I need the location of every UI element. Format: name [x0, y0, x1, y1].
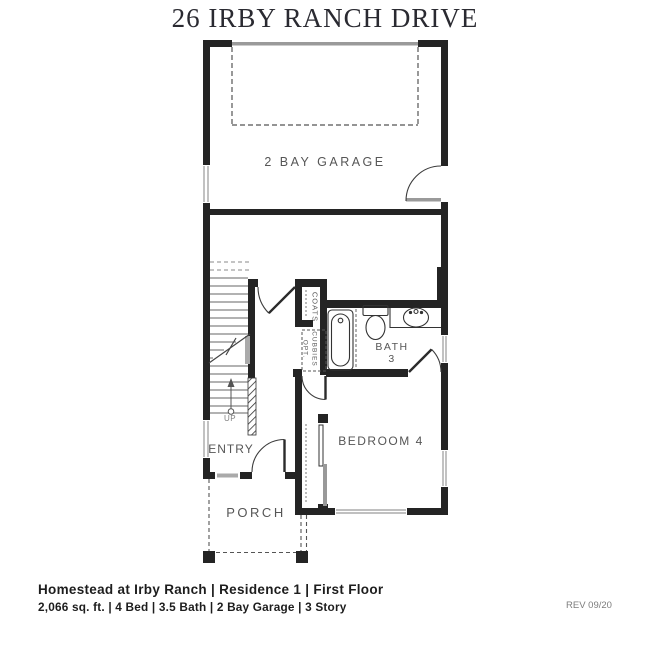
revision-note: REV 09/20	[566, 600, 612, 611]
room-label-bedroom4: BEDROOM 4	[338, 434, 424, 448]
closet-coats-label: COATS	[310, 291, 320, 323]
cubbies-opt-label: OPT.	[301, 339, 309, 359]
page-title: 26 IRBY RANCH DRIVE	[171, 3, 479, 33]
room-label-bath-number: 3	[388, 353, 396, 365]
room-label-bath-name: BATH	[375, 341, 409, 353]
footer-specs-line: 2,066 sq. ft. | 4 Bed | 3.5 Bath | 2 Bay Garage | 3 Story	[38, 600, 347, 614]
porch-outline	[203, 479, 308, 563]
garage-door	[232, 42, 418, 46]
footer-community-line: Homestead at Irby Ranch | Residence 1 | First Floor	[38, 582, 384, 597]
garage-door-dashed-outline	[232, 47, 418, 125]
room-label-porch: PORCH	[226, 505, 286, 520]
cubbies-label: CUBBIES	[310, 331, 318, 367]
room-label-bath	[367, 341, 417, 365]
stair-up-label: UP	[223, 414, 237, 423]
room-label-garage: 2 BAY GARAGE	[264, 155, 386, 169]
room-label-entry: ENTRY	[208, 442, 254, 456]
